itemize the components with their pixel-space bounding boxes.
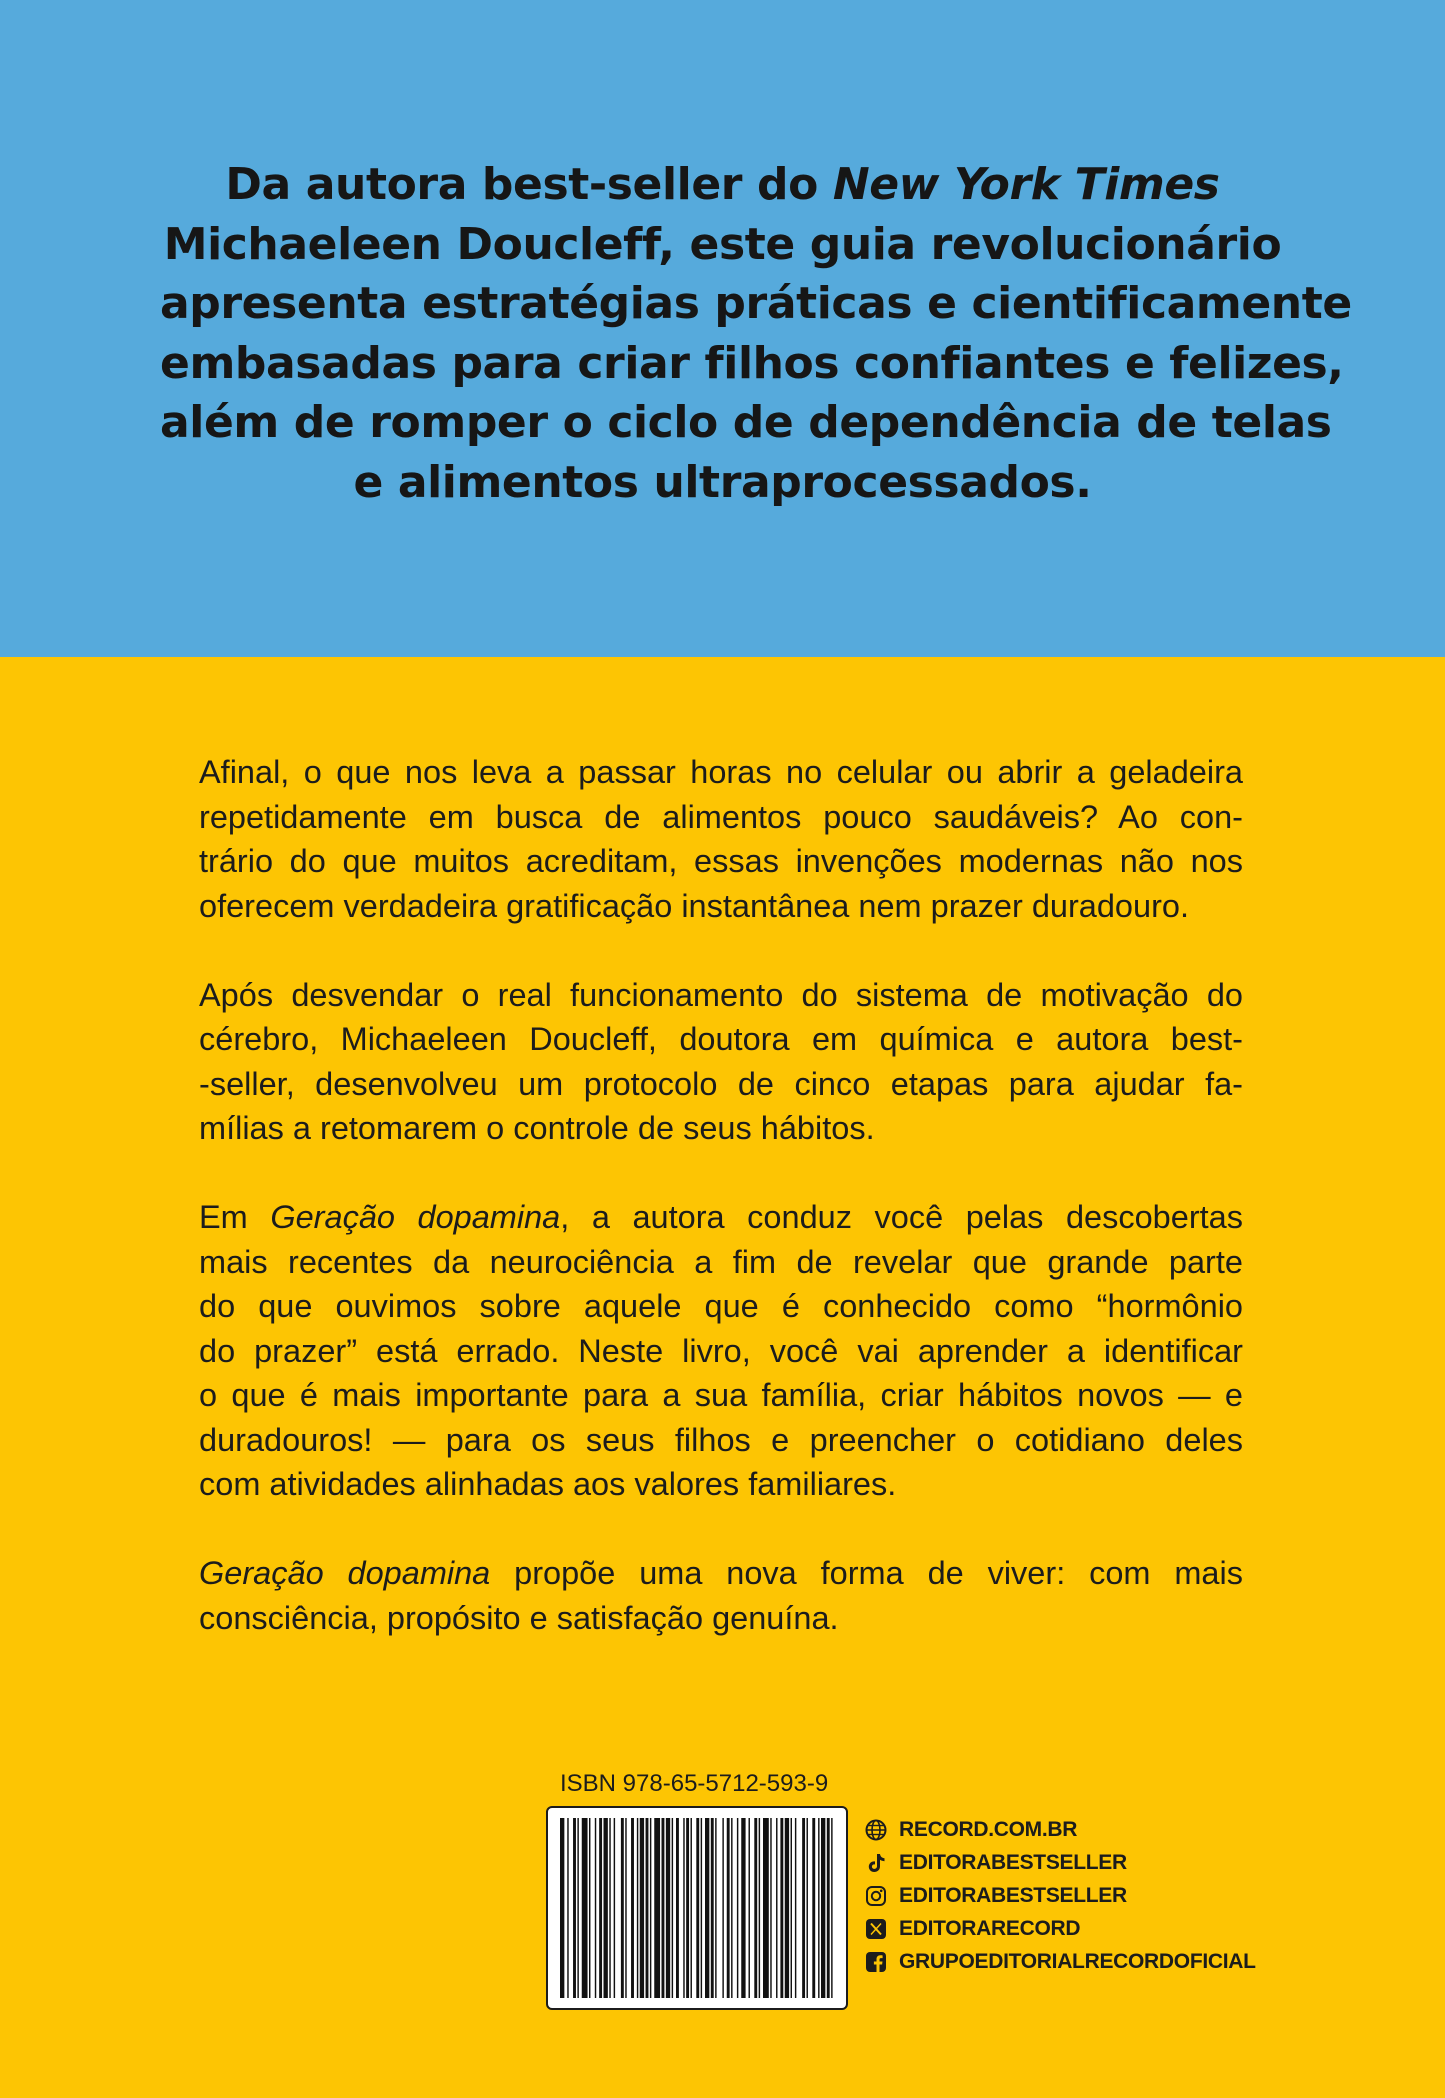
barcode-bar <box>831 1818 832 1998</box>
tagline-line: além de romper o ciclo de dependência de telas <box>160 397 1332 448</box>
barcode-bar <box>807 1818 808 1998</box>
body-line: -seller, desenvolveu um protocolo de cinco etapas para ajudar fa- <box>199 1065 1243 1102</box>
body-line <box>199 1195 1243 1240</box>
body-line: com atividades alinhadas aos valores familiares. <box>199 1466 897 1502</box>
barcode-bar <box>780 1818 783 1998</box>
x-icon <box>865 1918 887 1940</box>
social-links <box>865 1813 1256 1978</box>
paragraph-4 <box>199 1551 1243 1640</box>
instagram-icon <box>865 1885 887 1907</box>
barcode-bar <box>722 1818 723 1998</box>
barcode-bar <box>705 1818 709 1998</box>
social-row-x[interactable] <box>865 1912 1245 1945</box>
barcode-bar <box>686 1818 689 1998</box>
body-line: Afinal, o que nos leva a passar horas no celular ou abrir a geladeira <box>199 754 1243 790</box>
body-text-run: , a autora conduz você pelas descobertas <box>560 1199 1244 1235</box>
barcode-bar <box>759 1818 760 1998</box>
body-line: duradouros! — para os seus filhos e preencher o cotidiano deles <box>199 1421 1243 1458</box>
barcode-bar <box>599 1818 602 1998</box>
tiktok-icon <box>865 1852 887 1874</box>
barcode-bar <box>696 1818 699 1998</box>
facebook-icon <box>865 1951 887 1973</box>
body-line: oferecem verdadeira gratificação instantânea nem prazer duradouro. <box>199 887 1190 924</box>
body-line: consciência, propósito e satisfação genuína. <box>199 1599 839 1636</box>
barcode-bar <box>683 1818 684 1998</box>
barcode-bar <box>604 1818 608 1998</box>
book-title-italic: Geração dopamina <box>270 1199 561 1235</box>
book-title-italic: Geração dopamina <box>199 1555 491 1591</box>
barcode-bar <box>749 1818 750 1998</box>
barcode <box>546 1806 848 2010</box>
barcode-bar <box>625 1818 626 1998</box>
barcode-bar <box>812 1818 815 1998</box>
isbn-label: ISBN 978-65-5712-593-9 <box>560 1770 829 1797</box>
barcode-bars <box>558 1818 836 1998</box>
barcode-bar <box>770 1818 771 1998</box>
barcode-bar <box>821 1818 825 1998</box>
barcode-bar <box>650 1818 651 1998</box>
paragraph-1 <box>199 750 1243 928</box>
barcode-bar <box>737 1818 738 1998</box>
barcode-bar <box>827 1818 830 1998</box>
barcode-bar <box>582 1818 588 1998</box>
social-label: EDITORABESTSELLER <box>899 1883 1127 1907</box>
tagline-line: Michaeleen Doucleff, este guia revolucionário <box>163 218 1282 270</box>
tagline-line <box>160 155 1285 215</box>
barcode-bar <box>654 1818 660 1998</box>
barcode-bar <box>640 1818 644 1998</box>
body-line: Após desvendar o real funcionamento do sistema de motivação do <box>199 976 1243 1013</box>
social-row-website[interactable] <box>865 1813 1245 1846</box>
barcode-bar <box>731 1818 732 1998</box>
barcode-bar <box>741 1818 745 1998</box>
barcode-bar <box>637 1818 638 1998</box>
barcode-bar <box>621 1818 624 1998</box>
social-label: EDITORABESTSELLER <box>899 1850 1127 1874</box>
barcode-bar <box>567 1818 568 1998</box>
social-row-instagram[interactable] <box>865 1879 1245 1912</box>
globe-icon <box>865 1819 887 1841</box>
barcode-bar <box>672 1818 673 1998</box>
barcode-bar <box>614 1818 615 1998</box>
tagline <box>160 155 1352 512</box>
barcode-bar <box>795 1818 796 1998</box>
body-line: mílias a retomarem o controle de seus hábitos. <box>199 1110 875 1146</box>
tagline-italic: New York Times <box>832 159 1220 210</box>
social-row-tiktok[interactable] <box>865 1846 1245 1879</box>
barcode-bar <box>577 1818 578 1998</box>
tagline-line: e alimentos ultraprocessados. <box>353 456 1092 508</box>
body-line <box>199 1551 1243 1596</box>
barcode-bar <box>785 1818 789 1998</box>
barcode-bar <box>754 1818 757 1998</box>
paragraph-3 <box>199 1195 1243 1507</box>
tagline-line: apresenta estratégias práticas e cientificamente <box>160 278 1352 329</box>
barcode-bar <box>763 1818 769 1998</box>
barcode-bar <box>727 1818 730 1998</box>
social-label: EDITORARECORD <box>899 1916 1081 1940</box>
barcode-bar <box>776 1818 777 1998</box>
tagline-line: embasadas para criar filhos confiantes e felizes, <box>160 337 1344 389</box>
barcode-bar <box>609 1818 610 1998</box>
barcode-bar <box>701 1818 702 1998</box>
paragraph-2 <box>199 973 1243 1151</box>
barcode-bar <box>589 1818 590 1998</box>
body-line: do que ouvimos sobre aquele que é conhecido como “hormônio <box>199 1288 1243 1324</box>
barcode-bar <box>715 1818 716 1998</box>
barcode-bar <box>802 1818 805 1998</box>
body-line: trário do que muitos acreditam, essas invenções modernas não nos <box>199 843 1243 879</box>
barcode-bar <box>631 1818 634 1998</box>
body-line: cérebro, Michaeleen Doucleff, doutora em química e autora best- <box>199 1021 1243 1057</box>
body-line: o que é mais importante para a sua família, criar hábitos novos — e <box>199 1377 1243 1413</box>
body-text <box>199 750 1243 1685</box>
body-line: mais recentes da neurociência a fim de revelar que grande parte <box>199 1243 1243 1280</box>
tagline-text: Da autora best-seller do <box>225 159 833 210</box>
body-text-run: Em <box>199 1199 271 1235</box>
barcode-bar <box>595 1818 596 1998</box>
body-text-run: propõe uma nova forma de viver: com mais <box>490 1555 1243 1591</box>
social-label: GRUPOEDITORIALRECORDOFICIAL <box>899 1949 1256 1973</box>
social-label: RECORD.COM.BR <box>899 1817 1078 1841</box>
barcode-bar <box>646 1818 649 1998</box>
barcode-bar <box>573 1818 576 1998</box>
body-line: do prazer” está errado. Neste livro, você vai aprender a identificar <box>199 1332 1243 1369</box>
barcode-bar <box>818 1818 819 1998</box>
barcode-bar <box>560 1818 564 1998</box>
barcode-bar <box>666 1818 670 1998</box>
barcode-bar <box>691 1818 692 1998</box>
barcode-bar <box>791 1818 792 1998</box>
barcode-bar <box>662 1818 665 1998</box>
barcode-bar <box>676 1818 679 1998</box>
body-line: repetidamente em busca de alimentos pouco saudáveis? Ao con- <box>199 798 1243 835</box>
social-row-facebook[interactable] <box>865 1945 1256 1978</box>
barcode-bar <box>711 1818 714 1998</box>
